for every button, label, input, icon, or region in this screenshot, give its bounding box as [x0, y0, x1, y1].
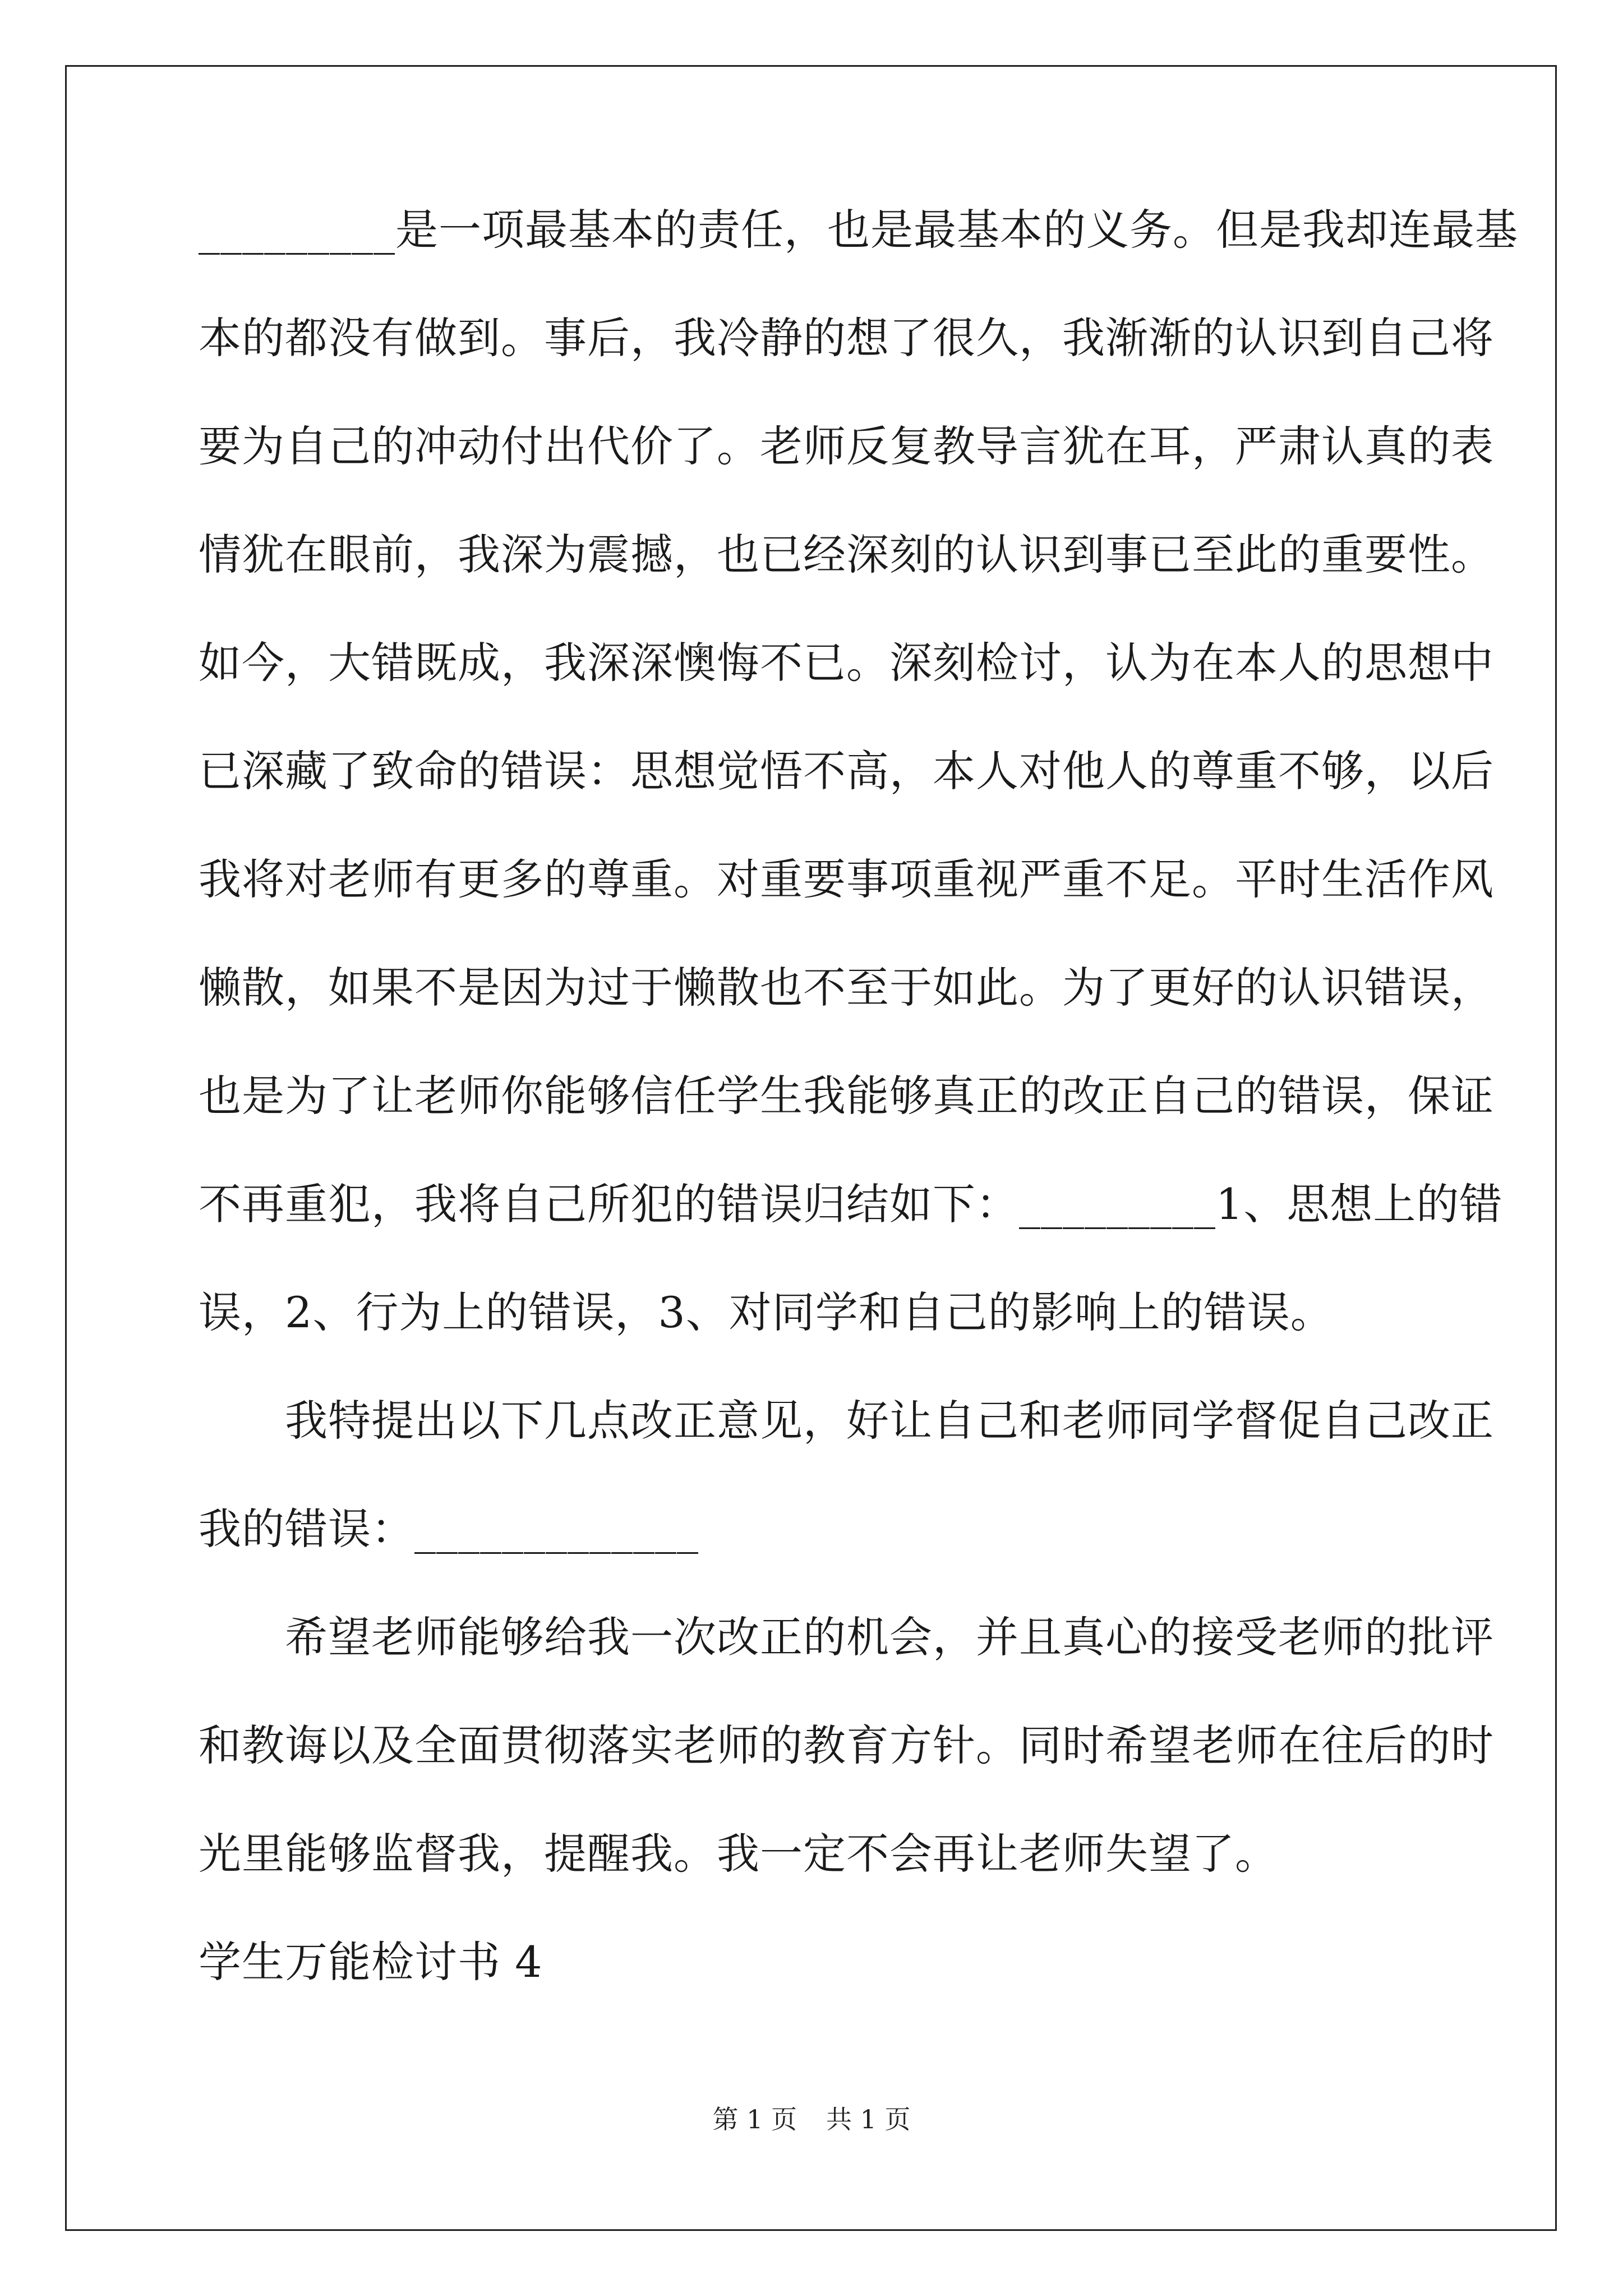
text-line: 懒散，如果不是因为过于懒散也不至于如此。为了更好的认识错误，: [199, 963, 1494, 1013]
text-line: 和教诲以及全面贯彻落实老师的教育方针。同时希望老师在往后的时: [199, 1720, 1494, 1770]
text-line: _________是一项最基本的责任，也是最基本的义务。但是我却连最基: [199, 205, 1518, 255]
paragraph-1: [199, 203, 1518, 1340]
text-line: 本的都没有做到。事后，我冷静的想了很久，我渐渐的认识到自己将: [199, 313, 1494, 363]
text-line: 情犹在眼前，我深为震撼，也已经深刻的认识到事已至此的重要性。: [199, 530, 1494, 579]
text-line: 要为自己的冲动付出代价了。老师反复教导言犹在耳，严肃认真的表: [199, 421, 1494, 471]
text-line: 我将对老师有更多的尊重。对重要事项重视严重不足。平时生活作风: [199, 854, 1494, 904]
paragraph-3: [199, 1611, 1494, 1881]
text-line: 不再重犯，我将自己所犯的错误归结如下：_________1、思想上的错: [199, 1179, 1503, 1229]
page-footer: [0, 2104, 1623, 2135]
text-line: 我的错误：_____________: [199, 1504, 699, 1554]
text-line: 希望老师能够给我一次改正的机会，并且真心的接受老师的批评: [285, 1612, 1494, 1662]
document-body: [199, 203, 1518, 1989]
text-line: 如今，大错既成，我深深懊悔不已。深刻检讨，认为在本人的思想中: [199, 638, 1494, 688]
text-line: 误，2、行为上的错误，3、对同学和自己的影响上的错误。: [199, 1287, 1334, 1337]
page-number: 第 1 页: [712, 2104, 797, 2134]
paragraph-2: [199, 1394, 1494, 1556]
section-title: 学生万能检讨书 4: [199, 1937, 543, 1987]
text-line: 已深藏了致命的错误：思想觉悟不高，本人对他人的尊重不够，以后: [199, 746, 1494, 796]
text-line: 光里能够监督我，提醒我。我一定不会再让老师失望了。: [199, 1829, 1278, 1879]
text-line: 也是为了让老师你能够信任学生我能够真正的改正自己的错误，保证: [199, 1071, 1494, 1121]
page-total: 共 1 页: [826, 2104, 911, 2134]
text-line: 我特提出以下几点改正意见，好让自己和老师同学督促自己改正: [285, 1396, 1494, 1446]
